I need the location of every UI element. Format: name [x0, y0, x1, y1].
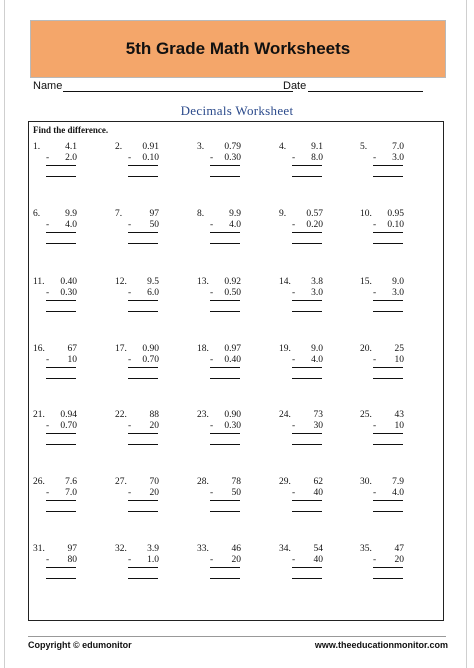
problem-minuend: 25: [394, 344, 404, 354]
problem-subtrahend: 0.10: [142, 153, 159, 163]
answer-line[interactable]: [128, 176, 158, 177]
problem-minuend: 9.0: [392, 277, 404, 287]
problem-number: 34.: [279, 544, 291, 554]
problem-minuend: 4.1: [65, 142, 77, 152]
problem-number: 33.: [197, 544, 209, 554]
problem-item: [33, 209, 103, 249]
problem-number: 19.: [279, 344, 291, 354]
problem-subtrahend: 0.40: [224, 355, 241, 365]
answer-line[interactable]: [210, 444, 240, 445]
problem-number: 26.: [33, 477, 45, 487]
problem-subtrahend: 10: [394, 355, 404, 365]
problem-subtrahend: 20: [149, 488, 159, 498]
problem-minuend: 7.6: [65, 477, 77, 487]
problem-number: 28.: [197, 477, 209, 487]
answer-line[interactable]: [292, 311, 322, 312]
problem-minuend: 9.9: [229, 209, 241, 219]
problem-item: [115, 277, 185, 317]
problem-underline: [292, 232, 322, 233]
problem-underline: [292, 567, 322, 568]
problem-minuend: 46: [231, 544, 241, 554]
answer-line[interactable]: [128, 511, 158, 512]
problem-item: [279, 544, 349, 584]
problem-minuend: 43: [394, 410, 404, 420]
minus-sign: -: [292, 555, 296, 565]
problem-number: 1.: [33, 142, 41, 152]
problem-underline: [128, 232, 158, 233]
problem-underline: [46, 500, 76, 501]
problem-underline: [210, 367, 240, 368]
problem-item: [279, 410, 349, 450]
name-label: Name: [33, 80, 63, 92]
problem-item: [197, 544, 267, 584]
answer-line[interactable]: [46, 444, 76, 445]
problem-minuend: 0.97: [224, 344, 241, 354]
answer-line[interactable]: [46, 511, 76, 512]
problem-underline: [210, 232, 240, 233]
problem-subtrahend: 10: [394, 421, 404, 431]
problem-subtrahend: 0.30: [224, 421, 241, 431]
problem-number: 30.: [360, 477, 372, 487]
date-label: Date: [283, 80, 307, 92]
problem-item: [360, 277, 430, 317]
problem-subtrahend: 50: [149, 220, 159, 230]
problem-item: [197, 477, 267, 517]
answer-line[interactable]: [373, 243, 403, 244]
problem-underline: [373, 567, 403, 568]
problem-number: 9.: [279, 209, 287, 219]
minus-sign: -: [128, 153, 132, 163]
problem-item: [360, 209, 430, 249]
problem-item: [360, 410, 430, 450]
problem-number: 7.: [115, 209, 123, 219]
problem-number: 23.: [197, 410, 209, 420]
problem-underline: [292, 367, 322, 368]
problem-underline: [46, 300, 76, 301]
problem-underline: [210, 433, 240, 434]
answer-line[interactable]: [292, 511, 322, 512]
problem-item: [115, 142, 185, 182]
problem-underline: [128, 300, 158, 301]
instruction-text: Find the difference.: [33, 125, 109, 135]
problem-subtrahend: 3.0: [311, 288, 323, 298]
minus-sign: -: [373, 488, 377, 498]
page-edge-left: [4, 0, 5, 668]
problem-subtrahend: 7.0: [65, 488, 77, 498]
problem-number: 22.: [115, 410, 127, 420]
minus-sign: -: [373, 220, 377, 230]
problem-number: 5.: [360, 142, 368, 152]
problem-number: 10.: [360, 209, 372, 219]
problem-minuend: 9.5: [147, 277, 159, 287]
footer-divider: [28, 636, 446, 637]
answer-line[interactable]: [210, 243, 240, 244]
problem-subtrahend: 4.0: [229, 220, 241, 230]
problem-item: [197, 209, 267, 249]
problem-item: [360, 344, 430, 384]
problem-underline: [373, 165, 403, 166]
problem-underline: [373, 300, 403, 301]
problem-subtrahend: 40: [313, 555, 323, 565]
answer-line[interactable]: [373, 311, 403, 312]
minus-sign: -: [46, 488, 50, 498]
answer-line[interactable]: [46, 311, 76, 312]
minus-sign: -: [128, 355, 132, 365]
problem-number: 35.: [360, 544, 372, 554]
problem-item: [279, 344, 349, 384]
problem-item: [33, 142, 103, 182]
problem-item: [115, 477, 185, 517]
minus-sign: -: [292, 153, 296, 163]
footer-copyright: Copyright © edumonitor: [28, 640, 132, 650]
answer-line[interactable]: [373, 511, 403, 512]
answer-line[interactable]: [210, 578, 240, 579]
minus-sign: -: [373, 555, 377, 565]
problem-subtrahend: 3.0: [392, 288, 404, 298]
problem-minuend: 0.79: [224, 142, 241, 152]
problem-minuend: 0.92: [224, 277, 241, 287]
problem-underline: [128, 165, 158, 166]
problem-number: 12.: [115, 277, 127, 287]
problem-underline: [210, 300, 240, 301]
problem-subtrahend: 10: [67, 355, 77, 365]
answer-line[interactable]: [128, 311, 158, 312]
problem-underline: [292, 165, 322, 166]
problem-underline: [373, 232, 403, 233]
problem-minuend: 0.90: [224, 410, 241, 420]
answer-line[interactable]: [128, 243, 158, 244]
answer-line[interactable]: [292, 444, 322, 445]
problem-underline: [128, 500, 158, 501]
minus-sign: -: [373, 288, 377, 298]
page-edge-right: [466, 0, 467, 668]
problem-underline: [292, 300, 322, 301]
problem-number: 6.: [33, 209, 41, 219]
worksheet-subtitle: Decimals Worksheet: [180, 103, 294, 118]
problem-item: [197, 142, 267, 182]
problem-item: [360, 142, 430, 182]
problem-minuend: 54: [313, 544, 323, 554]
problem-number: 21.: [33, 410, 45, 420]
problem-number: 31.: [33, 544, 45, 554]
problem-subtrahend: 1.0: [147, 555, 159, 565]
answer-line[interactable]: [128, 578, 158, 579]
problem-underline: [46, 367, 76, 368]
minus-sign: -: [210, 288, 214, 298]
answer-line[interactable]: [373, 378, 403, 379]
problem-subtrahend: 8.0: [311, 153, 323, 163]
minus-sign: -: [210, 488, 214, 498]
minus-sign: -: [292, 421, 296, 431]
problem-subtrahend: 0.20: [306, 220, 323, 230]
minus-sign: -: [128, 488, 132, 498]
problem-item: [279, 209, 349, 249]
problem-number: 16.: [33, 344, 45, 354]
problem-number: 32.: [115, 544, 127, 554]
minus-sign: -: [292, 355, 296, 365]
problem-number: 25.: [360, 410, 372, 420]
problem-subtrahend: 0.30: [224, 153, 241, 163]
minus-sign: -: [373, 421, 377, 431]
minus-sign: -: [128, 220, 132, 230]
problem-minuend: 9.0: [311, 344, 323, 354]
answer-line[interactable]: [292, 176, 322, 177]
problem-underline: [373, 433, 403, 434]
answer-line[interactable]: [128, 444, 158, 445]
problem-underline: [292, 500, 322, 501]
minus-sign: -: [46, 153, 50, 163]
problem-underline: [210, 500, 240, 501]
minus-sign: -: [128, 555, 132, 565]
problem-subtrahend: 30: [313, 421, 323, 431]
problem-minuend: 7.9: [392, 477, 404, 487]
minus-sign: -: [128, 288, 132, 298]
problem-number: 24.: [279, 410, 291, 420]
minus-sign: -: [46, 288, 50, 298]
minus-sign: -: [292, 488, 296, 498]
problem-number: 14.: [279, 277, 291, 287]
minus-sign: -: [210, 421, 214, 431]
problem-subtrahend: 4.0: [65, 220, 77, 230]
problem-number: 2.: [115, 142, 123, 152]
problem-underline: [128, 433, 158, 434]
answer-line[interactable]: [292, 378, 322, 379]
problem-item: [279, 277, 349, 317]
problem-number: 11.: [33, 277, 45, 287]
minus-sign: -: [210, 355, 214, 365]
minus-sign: -: [210, 153, 214, 163]
problem-minuend: 7.0: [392, 142, 404, 152]
problem-subtrahend: 4.0: [392, 488, 404, 498]
minus-sign: -: [373, 355, 377, 365]
problem-subtrahend: 0.50: [224, 288, 241, 298]
problem-item: [279, 477, 349, 517]
problem-subtrahend: 20: [394, 555, 404, 565]
problem-minuend: 0.95: [387, 209, 404, 219]
answer-line[interactable]: [46, 578, 76, 579]
problem-number: 29.: [279, 477, 291, 487]
problem-item: [360, 544, 430, 584]
problem-underline: [210, 567, 240, 568]
problem-number: 17.: [115, 344, 127, 354]
answer-line[interactable]: [373, 578, 403, 579]
problem-item: [115, 209, 185, 249]
problem-subtrahend: 20: [149, 421, 159, 431]
problem-subtrahend: 20: [231, 555, 241, 565]
problem-minuend: 0.94: [60, 410, 77, 420]
problem-subtrahend: 0.30: [60, 288, 77, 298]
problem-subtrahend: 2.0: [65, 153, 77, 163]
problem-item: [197, 344, 267, 384]
problem-underline: [46, 567, 76, 568]
problem-item: [360, 477, 430, 517]
minus-sign: -: [210, 555, 214, 565]
problem-minuend: 0.40: [60, 277, 77, 287]
name-date-row: [33, 80, 443, 94]
answer-line[interactable]: [210, 176, 240, 177]
answer-line[interactable]: [128, 378, 158, 379]
problem-item: [115, 344, 185, 384]
minus-sign: -: [210, 220, 214, 230]
problem-underline: [46, 165, 76, 166]
problem-subtrahend: 0.70: [142, 355, 159, 365]
problem-number: 8.: [197, 209, 205, 219]
problem-underline: [128, 367, 158, 368]
answer-line[interactable]: [46, 176, 76, 177]
problem-minuend: 78: [231, 477, 241, 487]
problem-item: [115, 410, 185, 450]
problem-minuend: 3.9: [147, 544, 159, 554]
answer-line[interactable]: [373, 176, 403, 177]
problem-underline: [373, 367, 403, 368]
problem-number: 27.: [115, 477, 127, 487]
problem-minuend: 0.91: [142, 142, 159, 152]
problem-subtrahend: 40: [313, 488, 323, 498]
footer-website: www.theeducationmonitor.com: [314, 640, 448, 650]
problem-number: 15.: [360, 277, 372, 287]
problem-underline: [46, 433, 76, 434]
problem-minuend: 3.8: [311, 277, 323, 287]
problem-item: [33, 277, 103, 317]
problem-underline: [46, 232, 76, 233]
problem-minuend: 0.57: [306, 209, 323, 219]
date-field-line[interactable]: [308, 91, 423, 92]
problem-minuend: 62: [313, 477, 323, 487]
answer-line[interactable]: [292, 243, 322, 244]
problem-number: 3.: [197, 142, 205, 152]
problem-underline: [210, 165, 240, 166]
problem-item: [33, 477, 103, 517]
problem-minuend: 47: [394, 544, 404, 554]
answer-line[interactable]: [292, 578, 322, 579]
problem-item: [197, 277, 267, 317]
answer-line[interactable]: [46, 243, 76, 244]
minus-sign: -: [128, 421, 132, 431]
answer-line[interactable]: [210, 511, 240, 512]
problem-item: [197, 410, 267, 450]
problem-minuend: 70: [149, 477, 159, 487]
answer-line[interactable]: [210, 311, 240, 312]
problem-underline: [292, 433, 322, 434]
problem-item: [33, 344, 103, 384]
problem-subtrahend: 6.0: [147, 288, 159, 298]
minus-sign: -: [46, 555, 50, 565]
problem-subtrahend: 80: [67, 555, 77, 565]
problem-minuend: 0.90: [142, 344, 159, 354]
problem-minuend: 88: [149, 410, 159, 420]
problem-item: [33, 544, 103, 584]
problem-subtrahend: 0.70: [60, 421, 77, 431]
problem-subtrahend: 3.0: [392, 153, 404, 163]
minus-sign: -: [292, 220, 296, 230]
minus-sign: -: [292, 288, 296, 298]
minus-sign: -: [46, 220, 50, 230]
problem-underline: [373, 500, 403, 501]
minus-sign: -: [46, 355, 50, 365]
problem-item: [33, 410, 103, 450]
problem-subtrahend: 0.10: [387, 220, 404, 230]
problem-minuend: 67: [67, 344, 77, 354]
problem-number: 20.: [360, 344, 372, 354]
problem-number: 4.: [279, 142, 287, 152]
title-banner: [30, 20, 446, 78]
answer-line[interactable]: [46, 378, 76, 379]
problem-subtrahend: 50: [231, 488, 241, 498]
problem-number: 18.: [197, 344, 209, 354]
problem-subtrahend: 4.0: [311, 355, 323, 365]
problem-item: [279, 142, 349, 182]
minus-sign: -: [46, 421, 50, 431]
problem-minuend: 97: [149, 209, 159, 219]
answer-line[interactable]: [373, 444, 403, 445]
name-field-line[interactable]: [63, 91, 293, 92]
minus-sign: -: [373, 153, 377, 163]
page-title: 5th Grade Math Worksheets: [125, 39, 351, 58]
problem-underline: [128, 567, 158, 568]
problem-number: 13.: [197, 277, 209, 287]
problem-item: [115, 544, 185, 584]
answer-line[interactable]: [210, 378, 240, 379]
problem-minuend: 9.1: [311, 142, 323, 152]
problem-minuend: 9.9: [65, 209, 77, 219]
problem-minuend: 73: [313, 410, 323, 420]
problem-minuend: 97: [67, 544, 77, 554]
